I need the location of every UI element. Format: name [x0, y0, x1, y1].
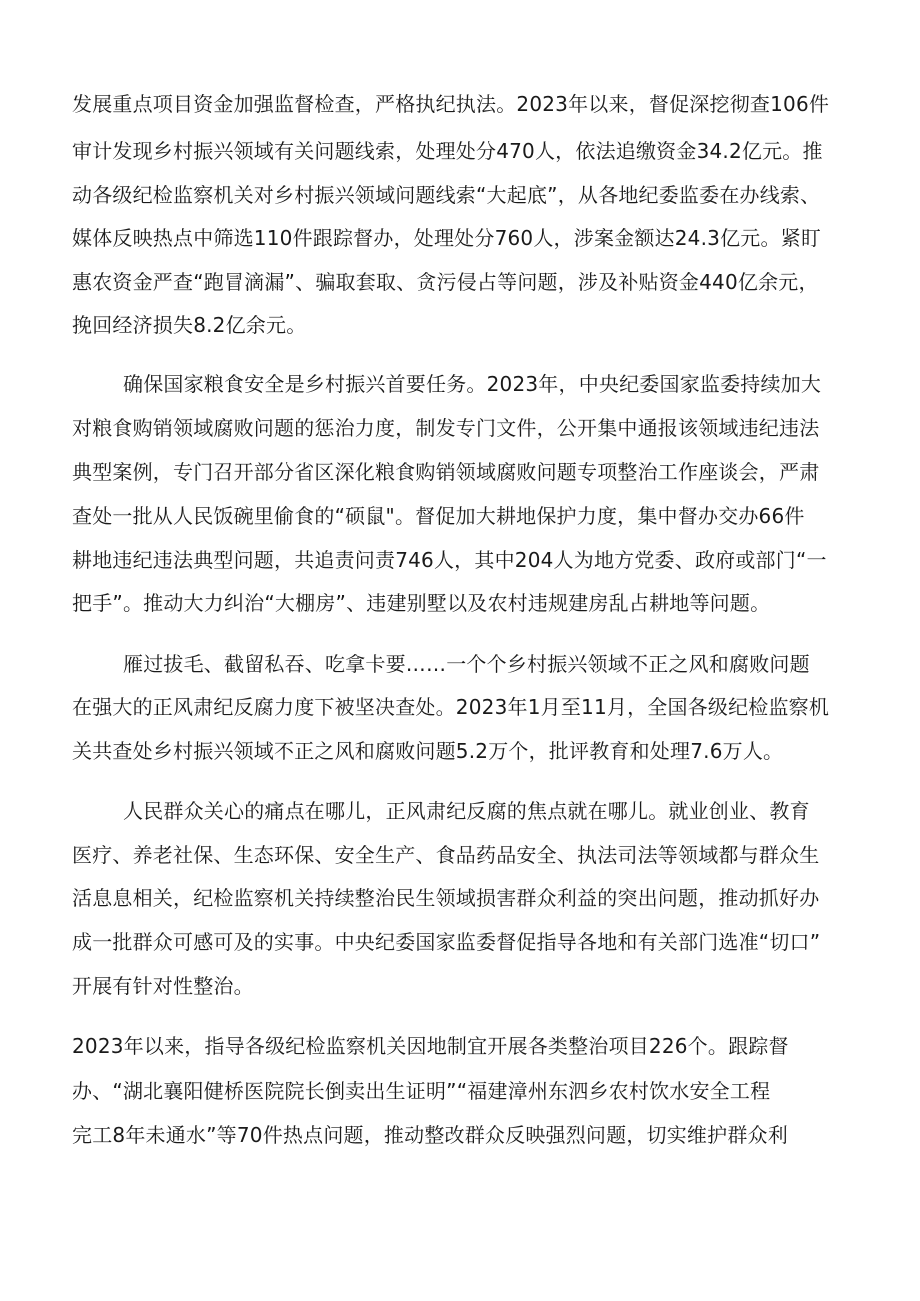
paragraph-3-line-3: 关共查处乡村振兴领域不正之风和腐败问题5.2万个，批评教育和处理7.6万人。 [72, 739, 784, 763]
paragraph-4-line-5: 开展有针对性整治。 [72, 974, 254, 998]
paragraph-5-line-3: 完工8年未通水”等70件热点问题，推动整改群众反映强烈问题，切实维护群众利 [72, 1123, 788, 1147]
paragraph-5-line-1: 2023年以来，指导各级纪检监察机关因地制宜开展各类整治项目226个。跟踪督 [72, 1034, 789, 1058]
paragraph-4-line-1: 人民群众关心的痛点在哪儿，正风肃纪反腐的焦点就在哪儿。就业创业、教育 [123, 799, 810, 823]
paragraph-1-line-1: 发展重点项目资金加强监督检查，严格执纪执法。2023年以来，督促深挖彻查106件 [72, 92, 830, 116]
paragraph-2-line-3: 典型案例，专门召开部分省区深化粮食购销领域腐败问题专项整治工作座谈会，严肃 [72, 460, 820, 484]
paragraph-4-line-2: 医疗、养老社保、生态环保、安全生产、食品药品安全、执法司法等领域都与群众生 [72, 843, 820, 867]
paragraph-1-line-5: 惠农资金严查“跑冒滴漏”、骗取套取、贪污侵占等问题，涉及补贴资金440亿余元， [72, 270, 819, 294]
paragraph-1-line-4: 媒体反映热点中筛选110件跟踪督办，处理处分760人，涉案金额达24.3亿元。紧盯 [72, 226, 822, 250]
paragraph-2-line-4: 查处一批从人民饭碗里偷食的“硕鼠"。督促加大耕地保护力度，集中督办交办66件 [72, 504, 805, 528]
paragraph-2-line-2: 对粮食购销领域腐败问题的惩治力度，制发专门文件，公开集中通报该领域违纪违法 [72, 416, 820, 440]
paragraph-3-line-1: 雁过拔毛、截留私吞、吃拿卡要……一个个乡村振兴领域不正之风和腐败问题 [123, 652, 810, 676]
paragraph-4-line-4: 成一批群众可感可及的实事。中央纪委国家监委督促指导各地和有关部门选准“切口” [72, 930, 821, 954]
paragraph-1-line-3: 动各级纪检监察机关对乡村振兴领域问题线索“大起底”，从各地纪委监委在办线索、 [72, 183, 821, 207]
paragraph-1-line-2: 审计发现乡村振兴领域有关问题线索，处理处分470人，依法追缴资金34.2亿元。推 [72, 139, 823, 163]
paragraph-2-line-6: 把手”。推动大力纠治“大棚房”、违建别墅以及农村违规建房乱占耕地等问题。 [72, 591, 771, 615]
paragraph-2-line-5: 耕地违纪违法典型问题，共追责问责746人，其中204人为地方党委、政府或部门“一 [72, 548, 827, 572]
paragraph-3-line-2: 在强大的正风肃纪反腐力度下被坚决查处。2023年1月至11月，全国各级纪检监察机 [72, 695, 830, 719]
paragraph-1-line-6: 挽回经济损失8.2亿余元。 [72, 313, 307, 337]
paragraph-4-line-3: 活息息相关，纪检监察机关持续整治民生领域损害群众利益的突出问题，推动抓好办 [72, 886, 820, 910]
paragraph-2-line-1: 确保国家粮食安全是乡村振兴首要任务。2023年，中央纪委国家监委持续加大 [123, 372, 822, 396]
paragraph-5-line-2: 办、“湖北襄阳健桥医院院长倒卖出生证明”“福建漳州东泗乡农村饮水安全工程 [72, 1079, 771, 1103]
